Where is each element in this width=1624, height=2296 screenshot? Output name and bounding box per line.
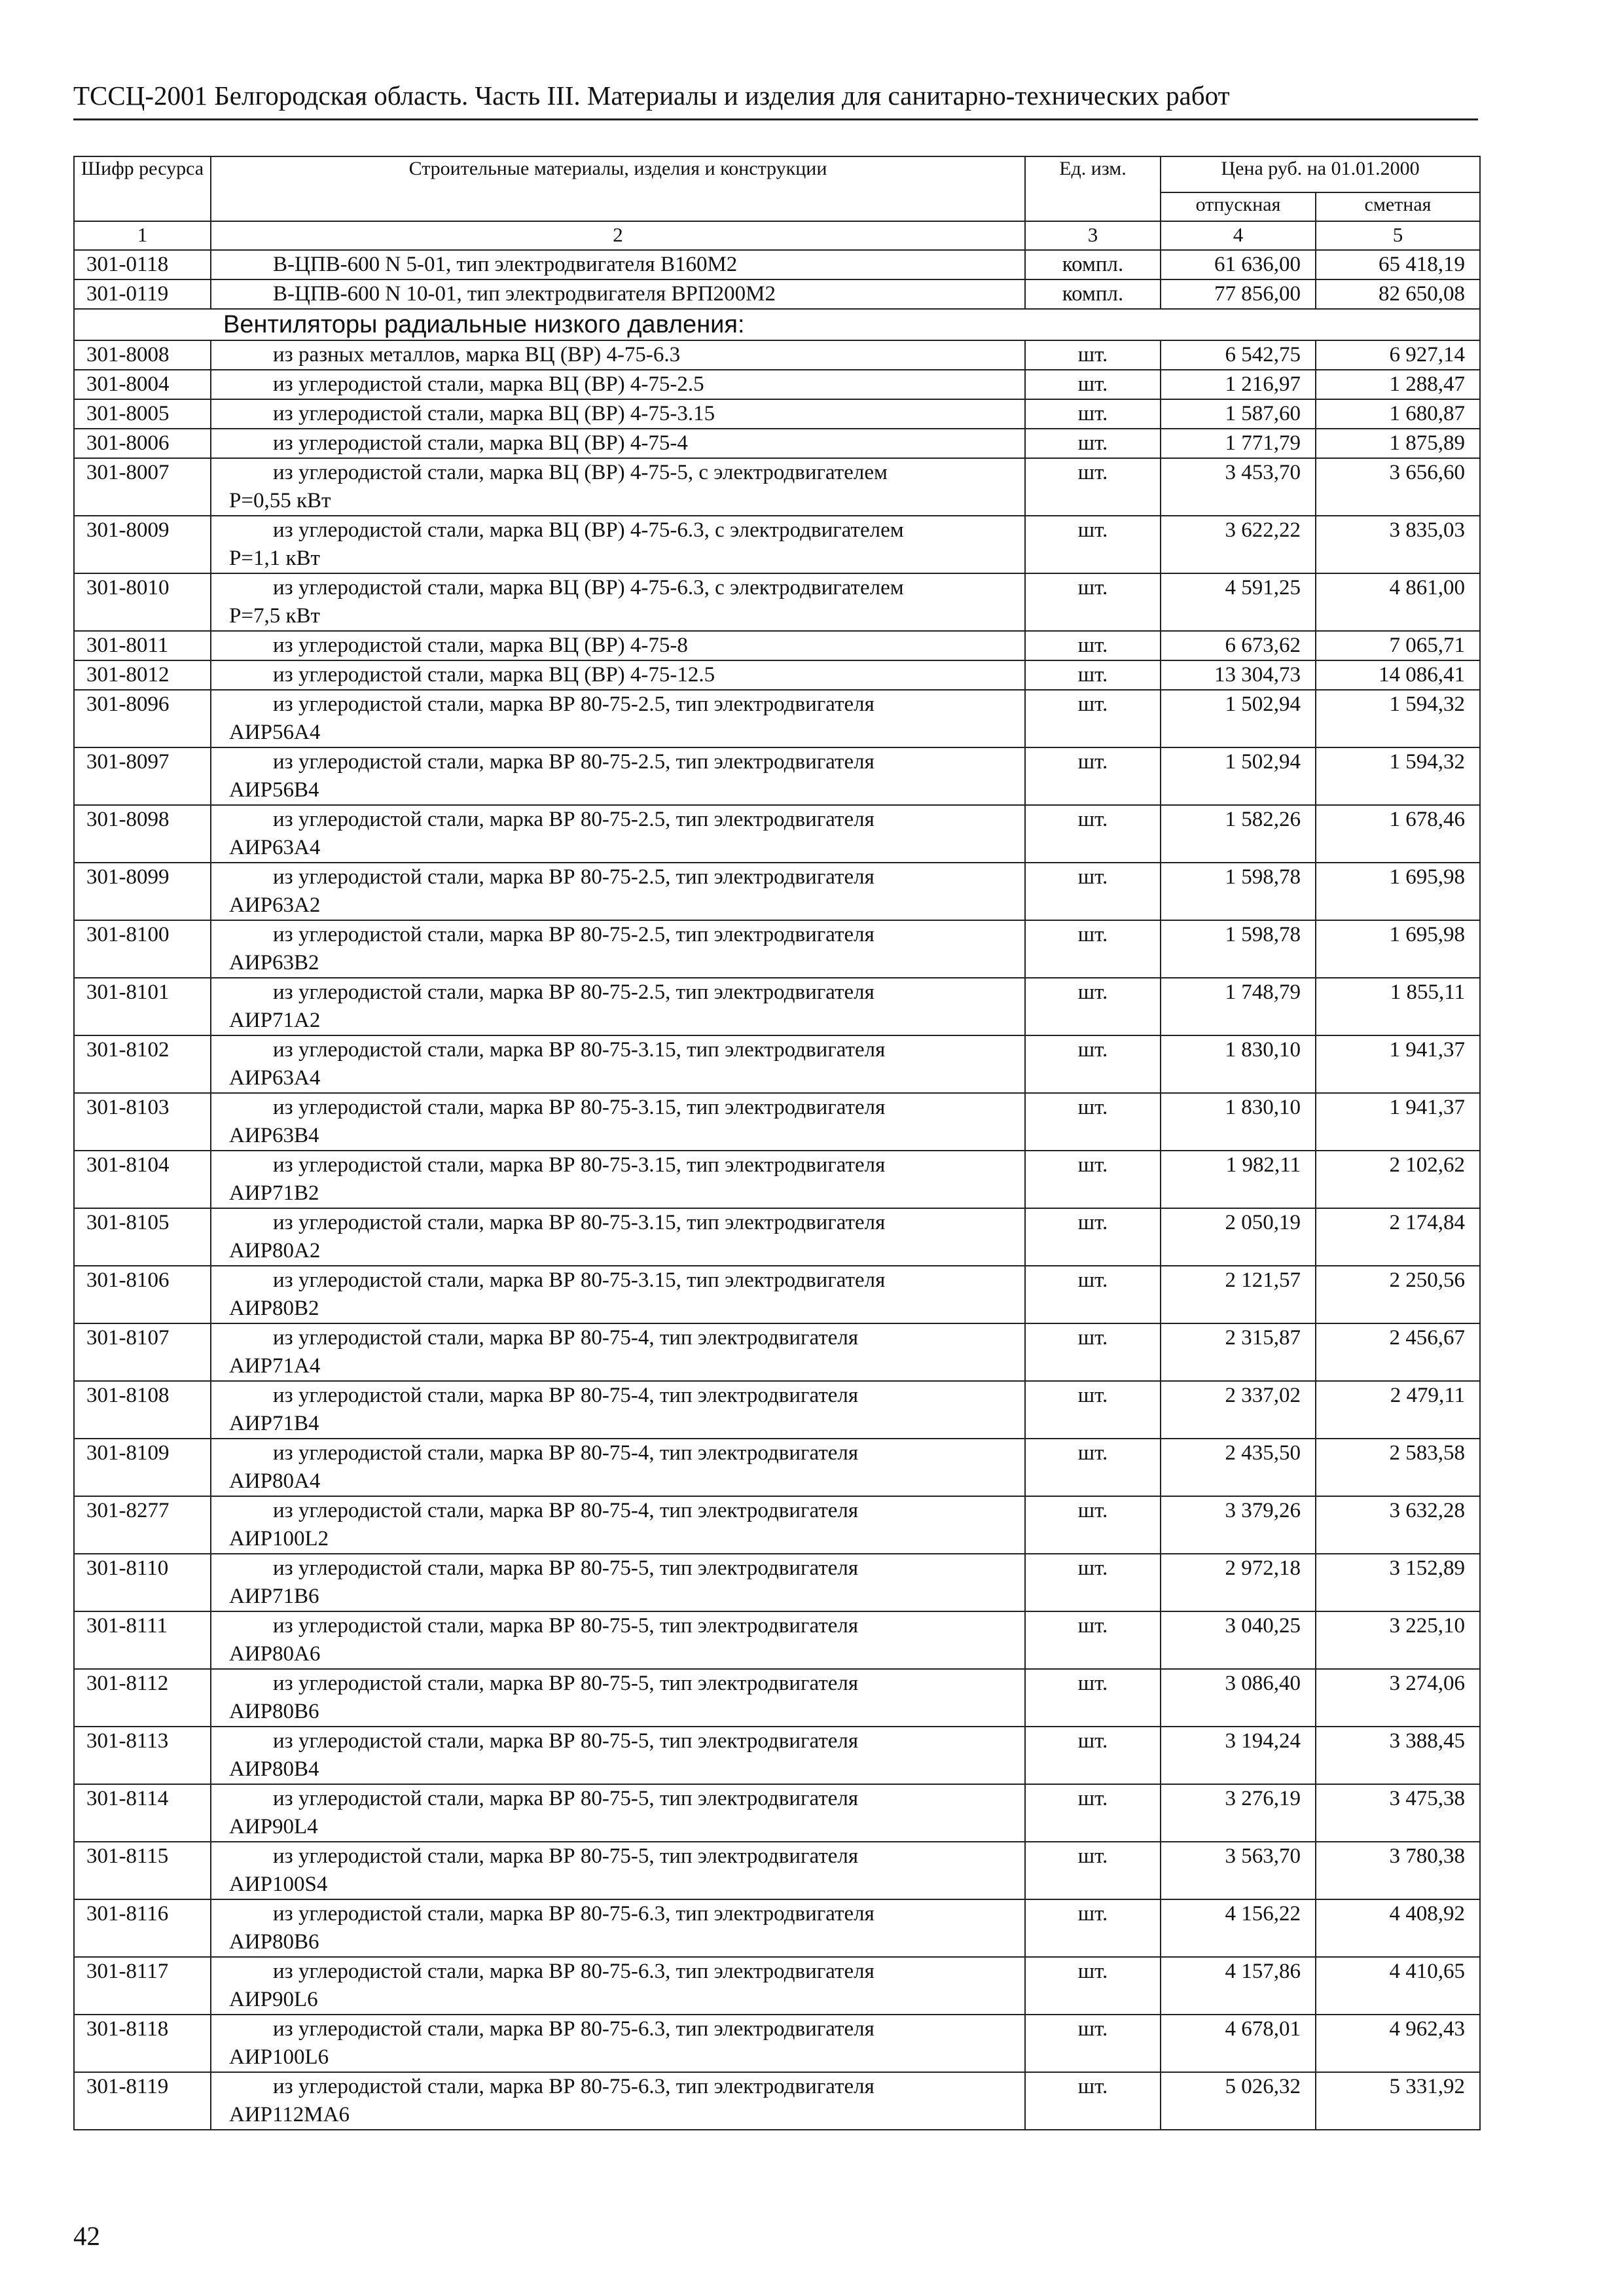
estimate-price: 2 583,58 <box>1316 1439 1480 1496</box>
unit: шт. <box>1025 2072 1161 2130</box>
material-name-line: из углеродистой стали, марка ВР 80-75-5, тип электродвигателя <box>273 1844 859 1868</box>
resource-code: 301-8117 <box>74 1957 211 2015</box>
table-row <box>74 250 1480 279</box>
material-name-line: из углеродистой стали, марка ВР 80-75-5, тип электродвигателя <box>273 1556 859 1580</box>
material-name-line: из углеродистой стали, марка ВЦ (ВР) 4-75-6.3, с электродвигателем <box>273 576 904 600</box>
estimate-price: 1 875,89 <box>1316 429 1480 458</box>
release-price: 1 830,10 <box>1161 1093 1316 1151</box>
estimate-price: 4 861,00 <box>1316 573 1480 631</box>
estimate-price: 3 835,03 <box>1316 516 1480 573</box>
table-row <box>74 631 1480 660</box>
material-name-continuation: АИР80В4 <box>229 1757 319 1781</box>
release-price: 4 678,01 <box>1161 2015 1316 2072</box>
table-row <box>74 978 1480 1035</box>
table-row <box>74 573 1480 631</box>
unit: шт. <box>1025 458 1161 516</box>
release-price: 3 194,24 <box>1161 1727 1316 1784</box>
release-price: 3 040,25 <box>1161 1611 1316 1669</box>
material-name-line: из углеродистой стали, марка ВР 80-75-2.5, тип электродвигателя <box>273 923 875 946</box>
material-name-continuation: АИР63В4 <box>229 1124 319 1147</box>
material-name-continuation: АИР90L6 <box>229 1988 318 2011</box>
unit: шт. <box>1025 340 1161 370</box>
table-row <box>74 2015 1480 2072</box>
unit: шт. <box>1025 2015 1161 2072</box>
material-name <box>211 863 1025 920</box>
material-name <box>211 1957 1025 2015</box>
material-name-line: из разных металлов, марка ВЦ (ВР) 4-75-6.3 <box>273 343 681 367</box>
material-name <box>211 1151 1025 1208</box>
material-name-continuation: АИР63А4 <box>229 1066 321 1090</box>
material-name-continuation: АИР71В2 <box>229 1181 319 1205</box>
material-name-line: В-ЦПВ-600 N 5-01, тип электродвигателя В160М2 <box>273 253 738 276</box>
resource-code: 301-8010 <box>74 573 211 631</box>
table-row <box>74 399 1480 429</box>
material-name <box>211 631 1025 660</box>
table-row <box>74 660 1480 690</box>
table-row <box>74 1957 1480 2015</box>
table-row <box>74 1151 1480 1208</box>
table-row <box>74 1093 1480 1151</box>
material-name <box>211 2015 1025 2072</box>
release-price: 4 591,25 <box>1161 573 1316 631</box>
header-unit: Ед. изм. <box>1025 156 1161 221</box>
table-row <box>74 1208 1480 1266</box>
material-name-line: из углеродистой стали, марка ВЦ (ВР) 4-75-4 <box>273 431 688 455</box>
estimate-price: 4 408,92 <box>1316 1899 1480 1957</box>
resource-code: 301-8116 <box>74 1899 211 1957</box>
resource-code: 301-8103 <box>74 1093 211 1151</box>
material-name-continuation: АИР71В6 <box>229 1585 319 1608</box>
material-name-line: из углеродистой стали, марка ВР 80-75-5, тип электродвигателя <box>273 1729 859 1753</box>
material-name-line: из углеродистой стали, марка ВЦ (ВР) 4-75-12.5 <box>273 663 715 687</box>
table-row <box>74 458 1480 516</box>
estimate-price: 5 331,92 <box>1316 2072 1480 2130</box>
unit: шт. <box>1025 1957 1161 2015</box>
resource-code: 301-8004 <box>74 370 211 399</box>
release-price: 1 830,10 <box>1161 1035 1316 1093</box>
material-name <box>211 573 1025 631</box>
table-row <box>74 2072 1480 2130</box>
estimate-price: 7 065,71 <box>1316 631 1480 660</box>
release-price: 3 622,22 <box>1161 516 1316 573</box>
material-name <box>211 1727 1025 1784</box>
unit: шт. <box>1025 1381 1161 1439</box>
header-release-price: отпускная <box>1161 192 1316 221</box>
resource-code: 301-8099 <box>74 863 211 920</box>
material-name <box>211 1554 1025 1611</box>
material-name-line: из углеродистой стали, марка ВР 80-75-3.15, тип электродвигателя <box>273 1153 886 1177</box>
estimate-price: 1 594,32 <box>1316 690 1480 747</box>
unit: шт. <box>1025 1035 1161 1093</box>
release-price: 2 315,87 <box>1161 1323 1316 1381</box>
table-row <box>74 1266 1480 1323</box>
material-name-line: из углеродистой стали, марка ВР 80-75-2.5, тип электродвигателя <box>273 865 875 889</box>
material-name <box>211 1784 1025 1842</box>
resource-code: 301-0119 <box>74 279 211 309</box>
material-name-continuation: АИР63В2 <box>229 951 319 975</box>
material-name <box>211 340 1025 370</box>
material-name-line: из углеродистой стали, марка ВР 80-75-5, тип электродвигателя <box>273 1614 859 1638</box>
material-name-continuation: Р=1,1 кВт <box>229 547 320 570</box>
release-price: 13 304,73 <box>1161 660 1316 690</box>
material-name-line: из углеродистой стали, марка ВР 80-75-2.5, тип электродвигателя <box>273 808 875 831</box>
material-name <box>211 516 1025 573</box>
table-row <box>74 1611 1480 1669</box>
release-price: 6 542,75 <box>1161 340 1316 370</box>
estimate-price: 3 656,60 <box>1316 458 1480 516</box>
material-name <box>211 2072 1025 2130</box>
table-row <box>74 1496 1480 1554</box>
material-name <box>211 690 1025 747</box>
table-row <box>74 1035 1480 1093</box>
unit: шт. <box>1025 805 1161 863</box>
material-name <box>211 1439 1025 1496</box>
material-name-continuation: АИР80А2 <box>229 1239 321 1263</box>
resource-code: 301-8098 <box>74 805 211 863</box>
release-price: 4 156,22 <box>1161 1899 1316 1957</box>
table-row <box>74 920 1480 978</box>
resource-code: 301-8097 <box>74 747 211 805</box>
release-price: 1 216,97 <box>1161 370 1316 399</box>
unit: шт. <box>1025 516 1161 573</box>
resource-code: 301-8106 <box>74 1266 211 1323</box>
estimate-price: 2 479,11 <box>1316 1381 1480 1439</box>
material-name-line: из углеродистой стали, марка ВР 80-75-4, тип электродвигателя <box>273 1384 859 1407</box>
material-name <box>211 920 1025 978</box>
resource-code: 301-8007 <box>74 458 211 516</box>
release-price: 1 598,78 <box>1161 863 1316 920</box>
material-name <box>211 1035 1025 1093</box>
unit: шт. <box>1025 1093 1161 1151</box>
estimate-price: 2 456,67 <box>1316 1323 1480 1381</box>
material-name <box>211 1208 1025 1266</box>
unit: шт. <box>1025 1496 1161 1554</box>
estimate-price: 3 475,38 <box>1316 1784 1480 1842</box>
material-name-continuation: АИР80А6 <box>229 1642 321 1666</box>
material-name <box>211 1381 1025 1439</box>
table-row <box>74 1899 1480 1957</box>
table-row <box>74 516 1480 573</box>
unit: шт. <box>1025 1611 1161 1669</box>
unit: шт. <box>1025 690 1161 747</box>
material-name-line: из углеродистой стали, марка ВР 80-75-6.3, тип электродвигателя <box>273 2075 875 2098</box>
unit: компл. <box>1025 279 1161 309</box>
estimate-price: 1 288,47 <box>1316 370 1480 399</box>
material-name-line: из углеродистой стали, марка ВР 80-75-4, тип электродвигателя <box>273 1326 859 1350</box>
release-price: 6 673,62 <box>1161 631 1316 660</box>
material-name-continuation: АИР63А4 <box>229 836 321 859</box>
unit: шт. <box>1025 1151 1161 1208</box>
material-name <box>211 747 1025 805</box>
release-price: 2 435,50 <box>1161 1439 1316 1496</box>
estimate-price: 4 410,65 <box>1316 1957 1480 2015</box>
estimate-price: 3 152,89 <box>1316 1554 1480 1611</box>
material-name-line: из углеродистой стали, марка ВР 80-75-5, тип электродвигателя <box>273 1787 859 1810</box>
material-name-line: из углеродистой стали, марка ВР 80-75-6.3, тип электродвигателя <box>273 1960 875 1983</box>
material-name-line: из углеродистой стали, марка ВР 80-75-3.15, тип электродвигателя <box>273 1268 886 1292</box>
resource-code: 301-8011 <box>74 631 211 660</box>
material-name-continuation: АИР100L6 <box>229 2045 329 2069</box>
material-name-continuation: АИР71А2 <box>229 1009 321 1032</box>
unit: шт. <box>1025 1784 1161 1842</box>
material-name-line: из углеродистой стали, марка ВЦ (ВР) 4-75-3.15 <box>273 402 715 425</box>
release-price: 1 582,26 <box>1161 805 1316 863</box>
material-name-line: из углеродистой стали, марка ВЦ (ВР) 4-75-8 <box>273 634 688 657</box>
material-name-line: из углеродистой стали, марка ВР 80-75-3.15, тип электродвигателя <box>273 1211 886 1234</box>
material-name <box>211 1611 1025 1669</box>
material-name <box>211 1842 1025 1899</box>
table-row <box>74 340 1480 370</box>
release-price: 5 026,32 <box>1161 2072 1316 2130</box>
estimate-price: 6 927,14 <box>1316 340 1480 370</box>
material-name-continuation: АИР112МА6 <box>229 2103 350 2126</box>
release-price: 1 748,79 <box>1161 978 1316 1035</box>
material-name-continuation: АИР71В4 <box>229 1412 319 1435</box>
column-number: 4 <box>1161 221 1316 250</box>
estimate-price: 1 941,37 <box>1316 1093 1480 1151</box>
material-name-continuation: АИР90L4 <box>229 1815 318 1839</box>
material-name <box>211 250 1025 279</box>
material-name-line: из углеродистой стали, марка ВЦ (ВР) 4-75-5, с электродвигателем <box>273 461 888 484</box>
resource-code: 301-8113 <box>74 1727 211 1784</box>
material-name-continuation: АИР80В2 <box>229 1297 319 1320</box>
section-header <box>74 309 1480 340</box>
estimate-price: 3 632,28 <box>1316 1496 1480 1554</box>
release-price: 1 502,94 <box>1161 747 1316 805</box>
material-name-line: из углеродистой стали, марка ВР 80-75-5, тип электродвигателя <box>273 1672 859 1695</box>
estimate-price: 4 962,43 <box>1316 2015 1480 2072</box>
release-price: 1 502,94 <box>1161 690 1316 747</box>
column-number: 5 <box>1316 221 1480 250</box>
resource-code: 301-8111 <box>74 1611 211 1669</box>
release-price: 3 086,40 <box>1161 1669 1316 1727</box>
unit: шт. <box>1025 747 1161 805</box>
material-name-line: из углеродистой стали, марка ВР 80-75-3.15, тип электродвигателя <box>273 1038 886 1062</box>
resource-code: 301-8012 <box>74 660 211 690</box>
unit: шт. <box>1025 1208 1161 1266</box>
material-name <box>211 1323 1025 1381</box>
material-name <box>211 429 1025 458</box>
resource-code: 301-8008 <box>74 340 211 370</box>
release-price: 3 563,70 <box>1161 1842 1316 1899</box>
unit: шт. <box>1025 1554 1161 1611</box>
table-row <box>74 1554 1480 1611</box>
table-row <box>74 805 1480 863</box>
column-number: 2 <box>211 221 1025 250</box>
unit: шт. <box>1025 1266 1161 1323</box>
material-name-continuation: АИР80А4 <box>229 1469 321 1493</box>
estimate-price: 3 388,45 <box>1316 1727 1480 1784</box>
estimate-price: 3 225,10 <box>1316 1611 1480 1669</box>
resource-code: 301-8277 <box>74 1496 211 1554</box>
unit: шт. <box>1025 660 1161 690</box>
estimate-price: 14 086,41 <box>1316 660 1480 690</box>
column-number: 3 <box>1025 221 1161 250</box>
resource-code: 301-8006 <box>74 429 211 458</box>
resource-code: 301-8107 <box>74 1323 211 1381</box>
release-price: 2 337,02 <box>1161 1381 1316 1439</box>
estimate-price: 2 174,84 <box>1316 1208 1480 1266</box>
material-name-line: из углеродистой стали, марка ВР 80-75-6.3, тип электродвигателя <box>273 1902 875 1926</box>
resource-code: 301-8108 <box>74 1381 211 1439</box>
header-rule <box>73 118 1478 120</box>
release-price: 1 598,78 <box>1161 920 1316 978</box>
material-name <box>211 1093 1025 1151</box>
table-row <box>74 1842 1480 1899</box>
unit: шт. <box>1025 978 1161 1035</box>
material-name-continuation: АИР100S4 <box>229 1873 328 1896</box>
resource-code: 301-8109 <box>74 1439 211 1496</box>
unit: шт. <box>1025 1669 1161 1727</box>
estimate-price: 2 102,62 <box>1316 1151 1480 1208</box>
material-name-continuation: АИР80В6 <box>229 1930 319 1954</box>
material-name <box>211 978 1025 1035</box>
estimate-price: 2 250,56 <box>1316 1266 1480 1323</box>
material-name <box>211 805 1025 863</box>
material-name-continuation: АИР56А4 <box>229 721 321 744</box>
unit: шт. <box>1025 1899 1161 1957</box>
release-price: 2 972,18 <box>1161 1554 1316 1611</box>
estimate-price: 1 941,37 <box>1316 1035 1480 1093</box>
header-code: Шифр ресурса <box>74 156 211 221</box>
resource-code: 301-0118 <box>74 250 211 279</box>
header-estimate-price: сметная <box>1316 192 1480 221</box>
material-name <box>211 1266 1025 1323</box>
material-name <box>211 279 1025 309</box>
resource-code: 301-8101 <box>74 978 211 1035</box>
estimate-price: 65 418,19 <box>1316 250 1480 279</box>
material-name-line: из углеродистой стали, марка ВР 80-75-2.5, тип электродвигателя <box>273 692 875 716</box>
table-row <box>74 429 1480 458</box>
material-name-continuation: АИР100L2 <box>229 1527 329 1551</box>
estimate-price: 3 780,38 <box>1316 1842 1480 1899</box>
estimate-price: 1 695,98 <box>1316 863 1480 920</box>
table-row <box>74 747 1480 805</box>
table-row <box>74 279 1480 309</box>
resource-code: 301-8100 <box>74 920 211 978</box>
resource-code: 301-8105 <box>74 1208 211 1266</box>
unit: шт. <box>1025 399 1161 429</box>
release-price: 1 771,79 <box>1161 429 1316 458</box>
material-name-line: из углеродистой стали, марка ВР 80-75-2.5, тип электродвигателя <box>273 750 875 774</box>
resource-code: 301-8009 <box>74 516 211 573</box>
estimate-price: 1 695,98 <box>1316 920 1480 978</box>
release-price: 2 121,57 <box>1161 1266 1316 1323</box>
unit: шт. <box>1025 1727 1161 1784</box>
table-row <box>74 370 1480 399</box>
estimate-price: 1 855,11 <box>1316 978 1480 1035</box>
table-row <box>74 1669 1480 1727</box>
material-name-continuation: АИР63А2 <box>229 893 321 917</box>
resource-code: 301-8005 <box>74 399 211 429</box>
estimate-price: 1 678,46 <box>1316 805 1480 863</box>
material-name <box>211 399 1025 429</box>
header-price: Цена руб. на 01.01.2000 <box>1161 156 1480 192</box>
resource-code: 301-8104 <box>74 1151 211 1208</box>
table-row <box>74 690 1480 747</box>
unit: шт. <box>1025 573 1161 631</box>
material-name <box>211 458 1025 516</box>
release-price: 2 050,19 <box>1161 1208 1316 1266</box>
material-name <box>211 1899 1025 1957</box>
material-name <box>211 1496 1025 1554</box>
material-name-line: из углеродистой стали, марка ВР 80-75-2.5, тип электродвигателя <box>273 980 875 1004</box>
material-name-line: из углеродистой стали, марка ВЦ (ВР) 4-75-6.3, с электродвигателем <box>273 518 904 542</box>
estimate-price: 1 680,87 <box>1316 399 1480 429</box>
material-name <box>211 370 1025 399</box>
estimate-price: 3 274,06 <box>1316 1669 1480 1727</box>
release-price: 3 276,19 <box>1161 1784 1316 1842</box>
table-row <box>74 863 1480 920</box>
unit: шт. <box>1025 429 1161 458</box>
unit: шт. <box>1025 1439 1161 1496</box>
estimate-price: 1 594,32 <box>1316 747 1480 805</box>
material-name-continuation: Р=0,55 кВт <box>229 489 331 512</box>
material-name-line: В-ЦПВ-600 N 10-01, тип электродвигателя ВРП200М2 <box>273 282 776 306</box>
resource-code: 301-8096 <box>74 690 211 747</box>
page-number: 42 <box>73 2221 100 2251</box>
estimate-price: 82 650,08 <box>1316 279 1480 309</box>
table-body-top <box>74 250 1480 309</box>
resource-code: 301-8115 <box>74 1842 211 1899</box>
unit: шт. <box>1025 1323 1161 1381</box>
table-row <box>74 1727 1480 1784</box>
resource-code: 301-8102 <box>74 1035 211 1093</box>
table-body-main <box>74 340 1480 2130</box>
table-row <box>74 1381 1480 1439</box>
material-name-line: из углеродистой стали, марка ВР 80-75-6.3, тип электродвигателя <box>273 2017 875 2041</box>
material-name <box>211 1669 1025 1727</box>
resource-code: 301-8118 <box>74 2015 211 2072</box>
material-name-line: из углеродистой стали, марка ВР 80-75-4, тип электродвигателя <box>273 1441 859 1465</box>
material-name-continuation: АИР56В4 <box>229 778 319 802</box>
table-row <box>74 1784 1480 1842</box>
release-price: 4 157,86 <box>1161 1957 1316 2015</box>
resource-code: 301-8114 <box>74 1784 211 1842</box>
unit: компл. <box>1025 250 1161 279</box>
material-name-continuation: АИР80В6 <box>229 1700 319 1723</box>
resource-code: 301-8110 <box>74 1554 211 1611</box>
release-price: 61 636,00 <box>1161 250 1316 279</box>
unit: шт. <box>1025 863 1161 920</box>
release-price: 77 856,00 <box>1161 279 1316 309</box>
material-name-line: из углеродистой стали, марка ВР 80-75-3.15, тип электродвигателя <box>273 1096 886 1119</box>
section-title: Вентиляторы радиальные низкого давления: <box>74 309 1480 340</box>
material-name-line: из углеродистой стали, марка ВЦ (ВР) 4-75-2.5 <box>273 372 704 396</box>
unit: шт. <box>1025 631 1161 660</box>
page-header-title: ТССЦ-2001 Белгородская область. Часть III. Материалы и изделия для санитарно-технических работ <box>73 81 1230 111</box>
unit: шт. <box>1025 370 1161 399</box>
table-row <box>74 1323 1480 1381</box>
column-number: 1 <box>74 221 211 250</box>
material-name <box>211 660 1025 690</box>
unit: шт. <box>1025 1842 1161 1899</box>
table-row <box>74 1439 1480 1496</box>
release-price: 1 982,11 <box>1161 1151 1316 1208</box>
resource-code: 301-8112 <box>74 1669 211 1727</box>
price-table <box>73 156 1481 2130</box>
material-name-line: из углеродистой стали, марка ВР 80-75-4, тип электродвигателя <box>273 1499 859 1522</box>
unit: шт. <box>1025 920 1161 978</box>
material-name-continuation: Р=7,5 кВт <box>229 604 320 628</box>
release-price: 1 587,60 <box>1161 399 1316 429</box>
header-name: Строительные материалы, изделия и конструкции <box>211 156 1025 221</box>
release-price: 3 379,26 <box>1161 1496 1316 1554</box>
material-name-continuation: АИР71А4 <box>229 1354 321 1378</box>
resource-code: 301-8119 <box>74 2072 211 2130</box>
release-price: 3 453,70 <box>1161 458 1316 516</box>
